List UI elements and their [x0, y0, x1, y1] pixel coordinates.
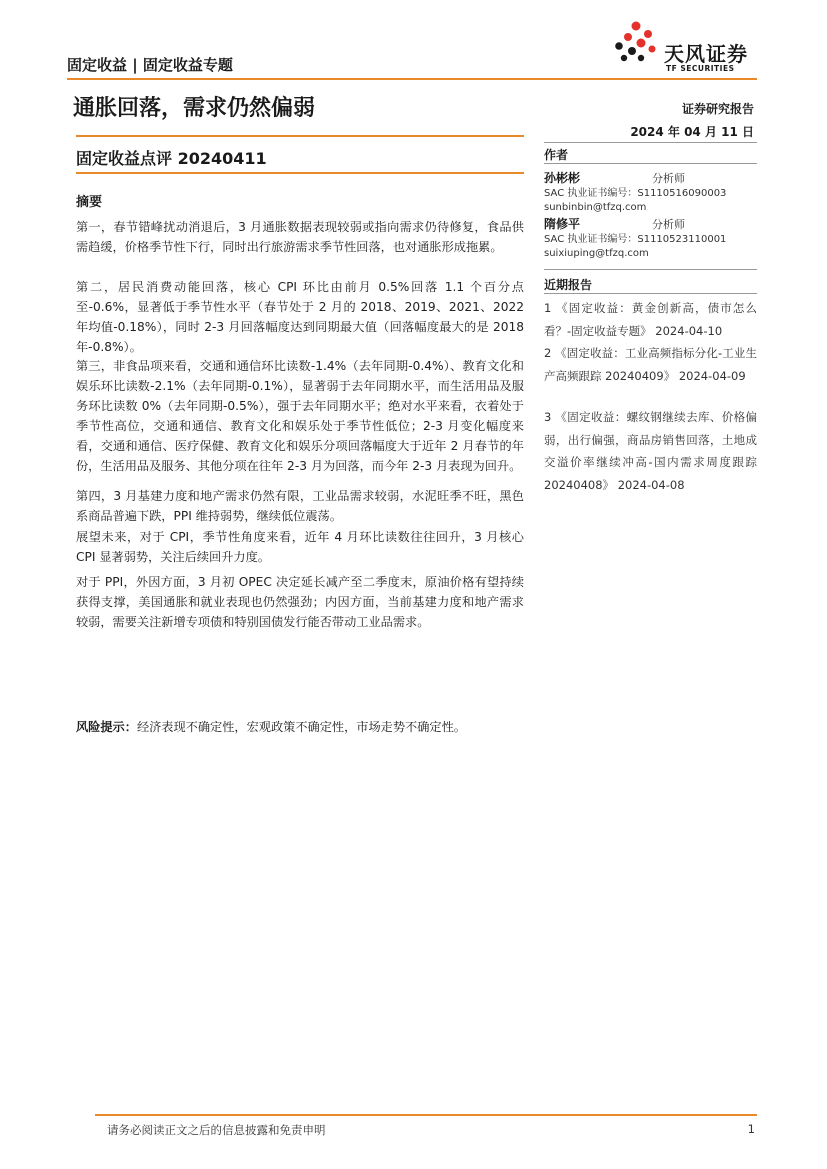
- report-date: 2024 年 04 月 11 日: [630, 125, 754, 139]
- author-role-2: 分析师: [652, 218, 685, 231]
- author-sac-2: SAC 执业证书编号：S1110523110001: [544, 234, 727, 245]
- recent-report-3[interactable]: 3 《固定收益：螺纹钢继续去库、价格偏弱，出行偏强，商品房销售回落，土地成交溢价率继续冲高-国内需求周度跟踪 20240408》 2024-04-08: [544, 410, 757, 492]
- author-email-2[interactable]: suixiuping@tfzq.com: [544, 248, 649, 259]
- report-title: 通胀回落，需求仍然偏弱: [73, 96, 316, 121]
- report-type: 证券研究报告: [681, 102, 754, 116]
- risk-text: 经济表现不确定性，宏观政策不确定性，市场走势不确定性。: [136, 720, 466, 734]
- recent-reports-heading: 近期报告: [544, 278, 593, 292]
- risk-warning: [76, 718, 466, 735]
- recent-divider: [544, 293, 757, 294]
- author-email-1[interactable]: sunbinbin@tfzq.com: [544, 202, 647, 213]
- author-sac-1: SAC 执业证书编号：S1110516090003: [544, 188, 727, 199]
- subtitle-divider: [76, 172, 524, 174]
- report-subtitle: 固定收益点评 20240411: [76, 149, 267, 168]
- author-name-2: 隋修平: [544, 217, 581, 231]
- recent-report-2[interactable]: 2 《固定收益：工业高频指标分化-工业生产高频跟踪 20240409》 2024-04-09: [544, 346, 757, 383]
- footer-disclaimer: 请务必阅读正文之后的信息披露和免责申明: [107, 1123, 326, 1137]
- abstract-paragraph-6: 对于 PPI，外因方面，3 月初 OPEC 决定延长减产至二季度末，原油价格有望持续获得支撑，美国通胀和就业表现也仍然强劲；内因方面，当前基建力度和地产需求较弱，需要关注新增专项债和特别国债发行能否带动工业品需求。: [76, 575, 524, 629]
- authors-heading: 作者: [544, 148, 569, 162]
- header-category: 固定收益 | 固定收益专题: [67, 56, 233, 74]
- abstract-paragraph-3: 第三，非食品项来看，交通和通信环比读数-1.4%（去年同期-0.4%）、教育文化和娱乐环比读数-2.1%（去年同期-0.1%），显著弱于去年同期水平，而生活用品及服务环比读数 0%（去年同期-0.5%），强于去年同期水平；绝对水平来看，衣着处于季节性高位，交通和通信、教育文化和娱乐处于季节性低位；2-3 月变化幅度来看，交通和通信、医疗保健、教育文化和娱乐分项回落幅度大于近年 2 月春节的年份，生活用品及服务、其他分项在往年 2-3 月为回落，而今年 2-3 月表现为回升。: [76, 359, 524, 473]
- author-name-1: 孙彬彬: [544, 171, 581, 185]
- logo: [608, 18, 664, 64]
- abstract-paragraph-1: 第一，春节错峰扰动消退后，3 月通胀数据表现较弱或指向需求仍待修复，食品供需趋缓，价格季节性下行，同时出行旅游需求季节性回落，也对通胀形成拖累。: [76, 220, 524, 254]
- sidebar-top-divider: [544, 142, 757, 143]
- abstract-paragraph-2: 第二，居民消费动能回落，核心 CPI 环比由前月 0.5%回落 1.1 个百分点至-0.6%，显著低于季节性水平（春节处于 2 月的 2018、2019、2021、2022 年均值-0.18%），同时 2-3 月回落幅度达到同期最大值（回落幅度最大的是 2018 年-0.8%）。: [76, 280, 524, 354]
- header-divider: [67, 78, 757, 80]
- logo-name: 天风证券: [664, 42, 748, 66]
- risk-label: 风险提示：: [76, 720, 137, 734]
- abstract-heading: 摘要: [76, 195, 103, 210]
- recent-top-divider: [544, 269, 757, 270]
- authors-divider: [544, 163, 757, 164]
- abstract-paragraph-4: 第四，3 月基建力度和地产需求仍然有限，工业品需求较弱，水泥旺季不旺，黑色系商品普遍下跌，PPI 维持弱势，继续低位震荡。: [76, 489, 524, 523]
- author-role-1: 分析师: [652, 172, 685, 185]
- recent-report-1[interactable]: 1 《固定收益：黄金创新高，债市怎么看？-固定收益专题》 2024-04-10: [544, 301, 757, 338]
- title-divider: [76, 135, 524, 137]
- footer-divider: [95, 1114, 757, 1116]
- logo-subtitle: TF SECURITIES: [666, 64, 735, 73]
- abstract-paragraph-5: 展望未来，对于 CPI，季节性角度来看，近年 4 月环比读数往往回升，3 月核心 CPI 显著弱势，关注后续回升力度。: [76, 530, 524, 564]
- logo-mark-icon: [608, 18, 664, 64]
- page-number: 1: [747, 1122, 755, 1136]
